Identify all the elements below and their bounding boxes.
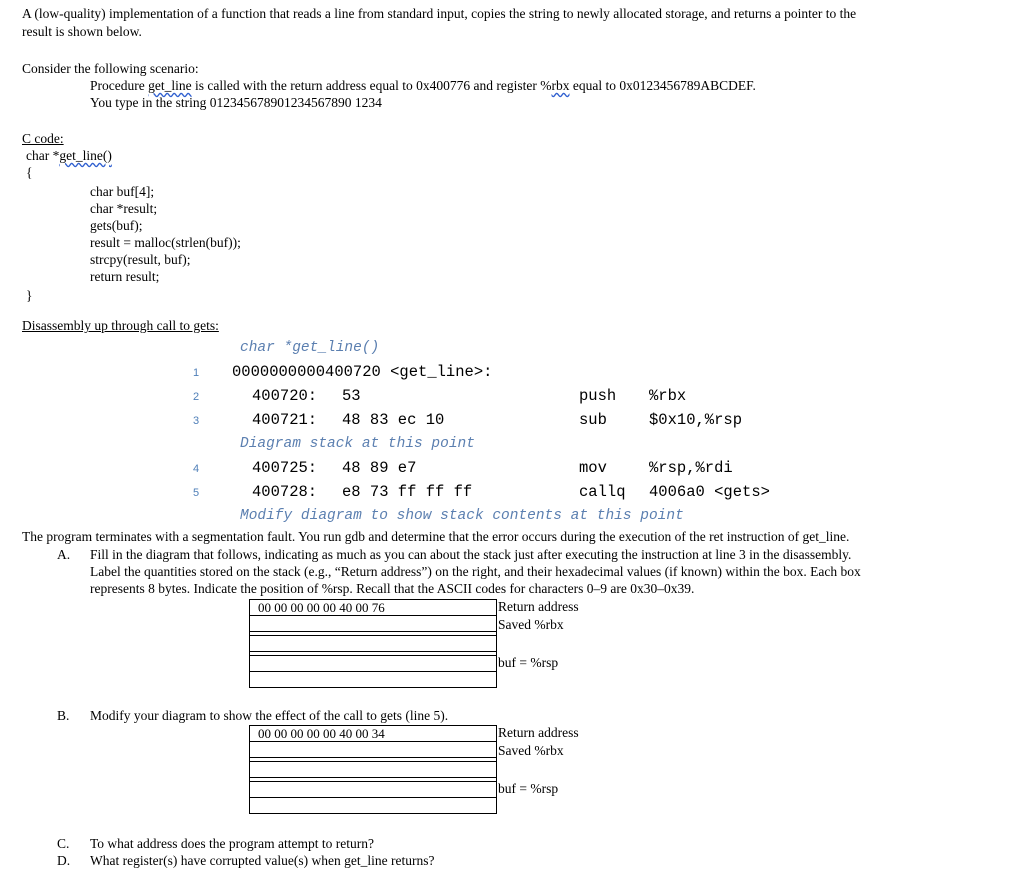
args-4: %rsp,%rdi: [649, 459, 733, 477]
part-c-label: C.: [57, 836, 70, 851]
label-b-saved: Saved %rbx: [498, 743, 564, 758]
stack-b-cell[interactable]: [250, 798, 497, 814]
part-a-line-1: Fill in the diagram that follows, indicating as much as you can about the stack just after executing the instruction at line 3 in the disassembly.: [90, 547, 852, 562]
addr-2: 400720:: [252, 387, 318, 405]
addr-3: 400721:: [252, 411, 318, 429]
op-5: callq: [579, 483, 626, 501]
line-num-5: 5: [193, 487, 200, 499]
c-signature: char *get_line(): [26, 148, 112, 163]
c-line-5: strcpy(result, buf);: [90, 252, 191, 267]
stack-diagram-b: [249, 725, 497, 814]
stack-a-cell[interactable]: [250, 672, 497, 688]
addr-5: 400728:: [252, 483, 318, 501]
stack-diagram-a: [249, 599, 497, 688]
op-4: mov: [579, 459, 607, 477]
c-line-2: char *result;: [90, 201, 158, 216]
get-line-ref: get_line: [148, 78, 192, 93]
part-a-line-3: represents 8 bytes. Indicate the position of %rsp. Recall that the ASCII codes for characters 0–9 are 0x30–0x39.: [90, 581, 695, 596]
c-line-4: result = malloc(strlen(buf));: [90, 235, 241, 250]
bytes-5: e8 73 ff ff ff: [342, 483, 473, 501]
part-a-label: A.: [57, 547, 71, 562]
comment-get-line: char *get_line(): [240, 340, 380, 356]
stack-a-cell[interactable]: [250, 656, 497, 672]
intro-line-2: result is shown below.: [22, 24, 142, 39]
stack-a-cell[interactable]: 00 00 00 00 00 40 00 76: [250, 600, 497, 616]
stack-b-cell[interactable]: [250, 742, 497, 758]
c-line-6: return result;: [90, 269, 160, 284]
disasm-label: Disassembly up through call to gets:: [22, 318, 219, 333]
bytes-2: 53: [342, 387, 361, 405]
label-a-saved: Saved %rbx: [498, 617, 564, 632]
c-line-1: char buf[4];: [90, 184, 155, 199]
part-c-line: To what address does the program attempt to return?: [90, 836, 374, 851]
part-b-line: Modify your diagram to show the effect of the call to gets (line 5).: [90, 708, 449, 723]
c-line-3: gets(buf);: [90, 218, 143, 233]
op-3: sub: [579, 411, 607, 429]
line-num-4: 4: [193, 463, 200, 475]
open-brace: {: [26, 165, 33, 180]
label-b-return: Return address: [498, 725, 579, 740]
part-d-line: What register(s) have corrupted value(s) when get_line returns?: [90, 853, 435, 868]
addr-4: 400725:: [252, 459, 318, 477]
part-a-line-2: Label the quantities stored on the stack (e.g., “Return address”) on the right, and their hexadecimal values (if known) within the box. Each box: [90, 564, 861, 579]
line-num-3: 3: [193, 415, 200, 427]
scenario-line-1: Procedure get_line is called with the return address equal to 0x400776 and register %rbx equal to 0x0123456789ABCDEF.: [90, 78, 756, 93]
bytes-3: 48 83 ec 10: [342, 411, 445, 429]
intro-line-1: A (low-quality) implementation of a function that reads a line from standard input, copies the string to newly allocated storage, and returns a pointer to the: [22, 6, 857, 21]
question-intro: The program terminates with a segmentation fault. You run gdb and determine that the error occurs during the execution of the ret instruction of get_line.: [22, 529, 850, 544]
comment-modify: Modify diagram to show stack contents at this point: [240, 508, 684, 524]
label-a-return: Return address: [498, 599, 579, 614]
label-a-buf: buf = %rsp: [498, 655, 559, 670]
args-5: 4006a0 <gets>: [649, 483, 770, 501]
args-3: $0x10,%rsp: [649, 411, 743, 429]
bytes-4: 48 89 e7: [342, 459, 417, 477]
stack-b-cell[interactable]: 00 00 00 00 00 40 00 34: [250, 726, 497, 742]
line-num-2: 2: [193, 391, 200, 403]
c-code-label: C code:: [22, 131, 64, 146]
scenario-line-2: You type in the string 012345678901234567890 1234: [90, 95, 382, 110]
line-num-1: 1: [193, 367, 200, 379]
stack-b-cell[interactable]: [250, 782, 497, 798]
stack-a-cell[interactable]: [250, 636, 497, 652]
part-d-label: D.: [57, 853, 71, 868]
part-b-label: B.: [57, 708, 70, 723]
comment-diagram: Diagram stack at this point: [240, 436, 475, 452]
args-2: %rbx: [649, 387, 687, 405]
stack-b-cell[interactable]: [250, 762, 497, 778]
scenario-heading: Consider the following scenario:: [22, 61, 199, 76]
op-2: push: [579, 387, 617, 405]
disasm-header: 0000000000400720 <get_line>:: [232, 363, 493, 381]
close-brace: }: [26, 288, 33, 303]
label-b-buf: buf = %rsp: [498, 781, 559, 796]
stack-a-cell[interactable]: [250, 616, 497, 632]
